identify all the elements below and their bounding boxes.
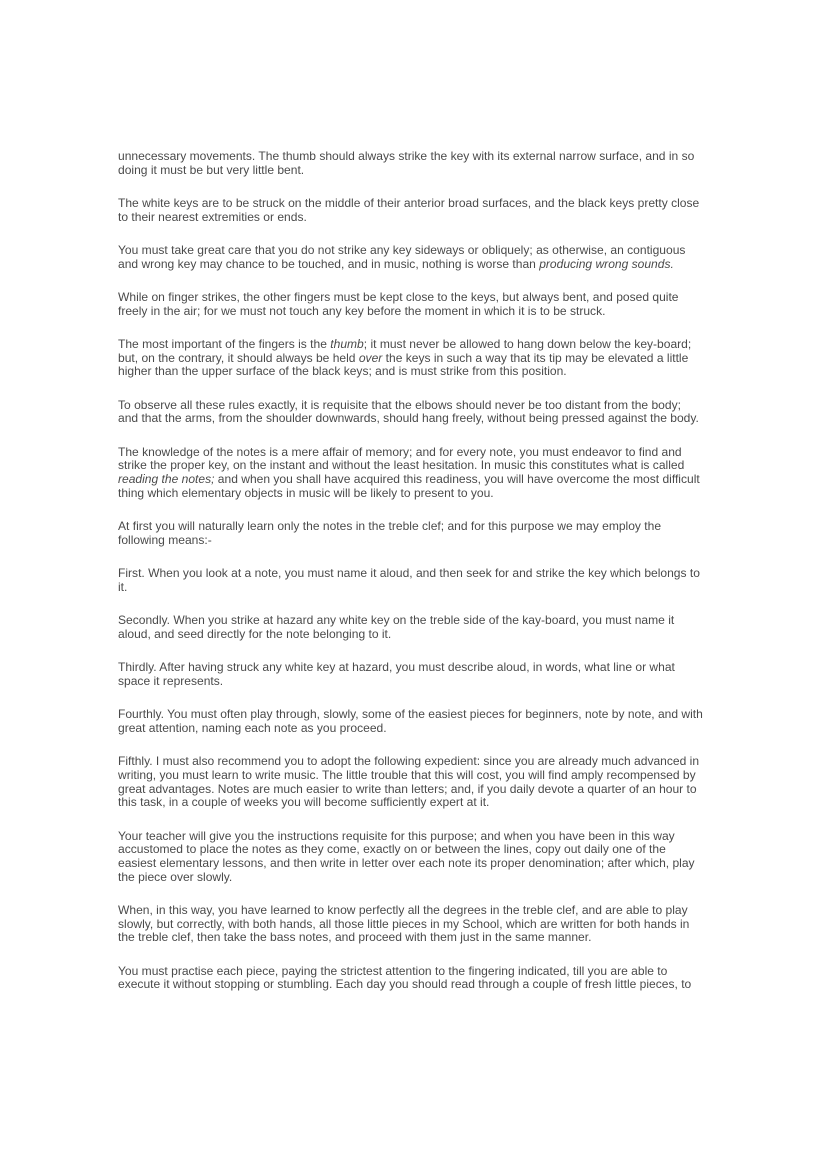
paragraph: [118, 755, 704, 810]
emphasis-text: producing wrong sounds.: [539, 256, 674, 271]
paragraph-text: Thirdly. After having struck any white key at hazard, you must describe aloud, in words, what line or what space it represents.: [118, 660, 675, 688]
paragraph-text: ; it must never be allowed to hang down below the key-board; but, on the contrary, it should always be held: [118, 337, 692, 365]
paragraph-text: unnecessary movements. The thumb should always strike the key with its external narrow surface, and in so doing it must be but very little bent.: [118, 149, 695, 177]
paragraph-text: Secondly. When you strike at hazard any white key on the treble side of the kay-board, you must name it aloud, and seed directly for the note belonging to it.: [118, 613, 675, 641]
paragraph-text: Fourthly. You must often play through, slowly, some of the easiest pieces for beginners, note by note, and with great attention, naming each note as you proceed.: [118, 707, 703, 735]
paragraph-text: While on finger strikes, the other fingers must be kept close to the keys, but always bent, and posed quite freely in the air; for we must not touch any key before the moment in which it is to be struck.: [118, 290, 679, 318]
emphasis-text: over: [358, 350, 383, 365]
paragraph: [118, 830, 704, 885]
document-page: [118, 150, 704, 992]
paragraph-text: The most important of the fingers is the: [118, 337, 331, 351]
paragraph: [118, 661, 704, 688]
paragraph: [118, 614, 704, 641]
paragraph-text: The knowledge of the notes is a mere affair of memory; and for every note, you must endeavor to find and strike the proper key, on the instant and without the least hesitation. In music this constitutes what is called: [118, 444, 685, 473]
paragraph-text: Fifthly. I must also recommend you to adopt the following expedient: since you are already much advanced in writing, you must learn to write music. The little trouble that this will cost, you will find amply recompensed by great advantages. Notes are much easier to write than letters; and, if you daily devote a quarter of an hour to this task, in a couple of weeks you will become sufficiently expert at it.: [118, 754, 700, 810]
paragraph-text: the keys in such a way that its tip may be elevated a little higher than the upper surface of the black keys; and is must strike from this position.: [118, 350, 689, 379]
paragraph-text: First. When you look at a note, you must name it aloud, and then seek for and strike the key which belongs to it.: [118, 566, 700, 594]
paragraph: [118, 708, 704, 735]
paragraph: [118, 567, 704, 594]
paragraph-text: and when you shall have acquired this readiness, you will have overcome the most difficult thing which elementary objects in music will be likely to present to you.: [118, 472, 700, 500]
paragraph: [118, 197, 704, 224]
paragraph-text: When, in this way, you have learned to know perfectly all the degrees in the treble clef, and are able to play slowly, but correctly, with both hands, all those little pieces in my School, which are written for both hands in the treble clef, then take the bass notes, and proceed with them just in the same manner.: [118, 902, 690, 945]
paragraph: [118, 399, 704, 426]
paragraph: [118, 520, 704, 547]
paragraph: [118, 291, 704, 318]
paragraph-text: The white keys are to be struck on the middle of their anterior broad surfaces, and the black keys pretty close to their nearest extremities or ends.: [118, 196, 700, 224]
paragraph: [118, 244, 704, 271]
paragraph: [118, 446, 704, 501]
paragraph: [118, 904, 704, 945]
paragraph: [118, 965, 704, 992]
paragraph-text: You must take great care that you do not strike any key sideways or obliquely; as otherwise, an contiguous and wrong key may chance to be touched, and in music, nothing is worse than: [118, 243, 686, 271]
paragraph: [118, 338, 704, 379]
paragraph-text: You must practise each piece, paying the strictest attention to the fingering indicated, till you are able to execute it without stopping or stumbling. Each day you should read through a couple of fresh little pieces, to: [118, 963, 692, 992]
emphasis-text: reading the notes;: [118, 472, 215, 487]
paragraph-text: To observe all these rules exactly, it is requisite that the elbows should never be too distant from the body; and that the arms, from the shoulder downwards, should hang freely, without being pressed against the body.: [118, 397, 699, 426]
paragraph: [118, 150, 704, 177]
paragraph-text: Your teacher will give you the instructions requisite for this purpose; and when you have been in this way accustomed to place the notes as they come, exactly on or between the lines, copy out daily one of the easiest elementary lessons, and then write in letter over each note its proper denomination; after which, play the piece over slowly.: [118, 828, 695, 884]
emphasis-text: thumb: [330, 337, 364, 351]
paragraph-text: At first you will naturally learn only the notes in the treble clef; and for this purpose we may employ the following means:-: [118, 519, 662, 547]
